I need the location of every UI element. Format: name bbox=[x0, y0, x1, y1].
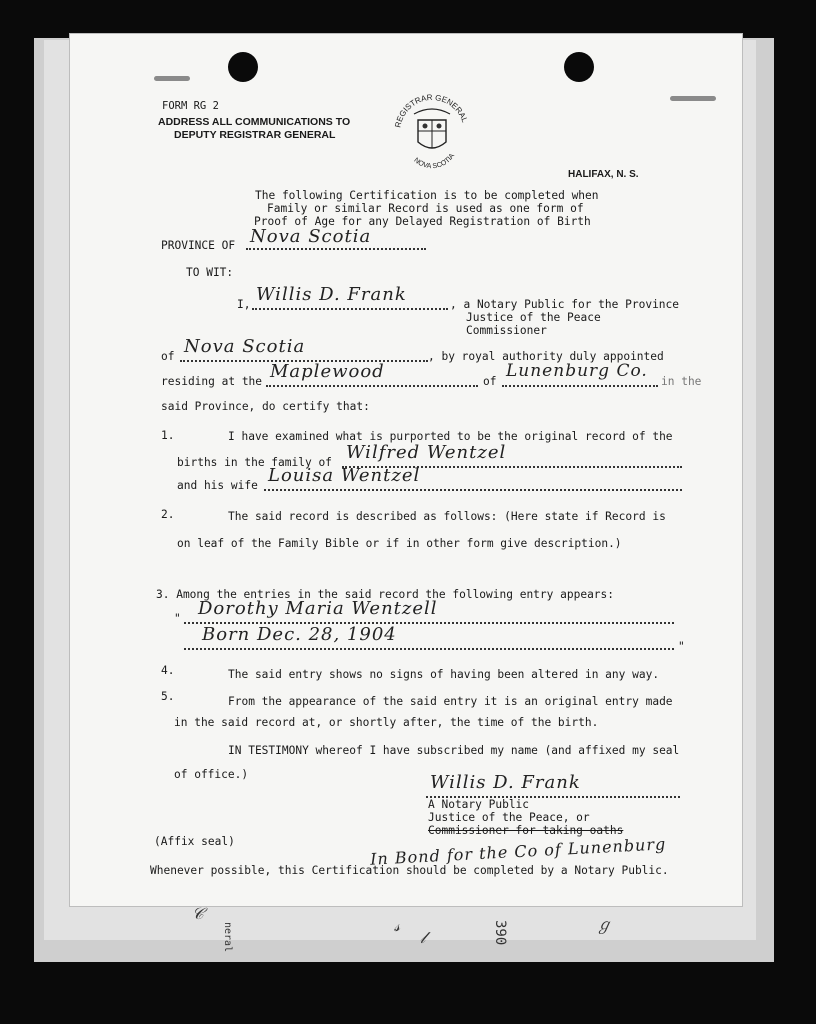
of2-label: of bbox=[483, 375, 497, 388]
signature-role-3: Commissioner for taking oaths bbox=[428, 824, 624, 837]
certifier-role-1: , a Notary Public for the Province bbox=[450, 298, 680, 311]
certifier-name: Willis D. Frank bbox=[256, 284, 407, 305]
authority-text: , by royal authority duly appointed bbox=[428, 350, 664, 363]
to-wit-label: TO WIT: bbox=[186, 266, 234, 279]
item-5-text-a: From the appearance of the said entry it is an original entry made bbox=[228, 695, 673, 708]
of-label: of bbox=[161, 350, 175, 363]
entry-line-2-underline bbox=[184, 648, 674, 650]
footer-note: Whenever possible, this Certification should be completed by a Notary Public. bbox=[150, 864, 669, 877]
entry-line-2: Born Dec. 28, 1904 bbox=[202, 624, 397, 645]
item-4-text: The said entry shows no signs of having been altered in any way. bbox=[228, 668, 660, 681]
wife-name: Louisa Wentzel bbox=[268, 465, 421, 486]
staple-mark-left bbox=[154, 76, 190, 81]
province-value: Nova Scotia bbox=[250, 226, 372, 247]
item-2-number: 2. bbox=[161, 508, 175, 521]
back-handwriting-mark-4: ℊ bbox=[596, 915, 613, 934]
form-number: FORM RG 2 bbox=[162, 100, 219, 112]
province-underline bbox=[246, 248, 426, 250]
back-handwriting-mark-3: 𝓁 bbox=[420, 928, 426, 947]
residing-underline bbox=[266, 385, 478, 387]
back-handwriting-mark-2: 𝓈 bbox=[394, 916, 400, 935]
registrar-seal-icon bbox=[392, 90, 472, 174]
residing-value: Maplewood bbox=[270, 361, 385, 382]
entry-line-1: Dorothy Maria Wentzell bbox=[198, 598, 438, 619]
svg-text:NOVA SCOTIA bbox=[412, 152, 456, 170]
seal-text-top: REGISTRAR GENERAL bbox=[393, 92, 470, 129]
intro-line-3: Proof of Age for any Delayed Registration of Birth bbox=[254, 215, 591, 228]
item-5-text-b: in the said record at, or shortly after, the time of the birth. bbox=[174, 716, 599, 729]
residing-label: residing at the bbox=[161, 375, 263, 388]
back-number: 390 bbox=[492, 920, 508, 946]
item-1-text-a: I have examined what is purported to be the original record of the bbox=[228, 430, 673, 443]
back-text-neral: neral bbox=[222, 922, 233, 953]
item-2-text-a: The said record is described as follows: (Here state if Record is bbox=[228, 510, 666, 523]
certifier-role-3: Commissioner bbox=[466, 324, 547, 337]
family-name: Wilfred Wentzel bbox=[346, 442, 507, 463]
entry-quote-close: " bbox=[678, 640, 685, 653]
certifier-name-underline bbox=[252, 308, 448, 310]
signature-role-2: Justice of the Peace, or bbox=[428, 811, 590, 824]
seal-text-bottom: NOVA SCOTIA bbox=[412, 152, 457, 171]
address-line-2: DEPUTY REGISTRAR GENERAL bbox=[174, 129, 336, 141]
signature-role-1: A Notary Public bbox=[428, 798, 530, 811]
testimony-text-b: of office.) bbox=[174, 768, 249, 781]
item-1-text-c: and his wife bbox=[177, 479, 258, 492]
item-1-number: 1. bbox=[161, 429, 175, 442]
staple-mark-right bbox=[670, 96, 716, 101]
back-handwriting-mark-1: 𝒞 bbox=[192, 904, 204, 923]
in-the-text: in the bbox=[661, 375, 702, 388]
svg-text:REGISTRAR GENERAL bbox=[393, 93, 469, 129]
entry-quote-open: " bbox=[174, 612, 181, 625]
affix-seal-label: (Affix seal) bbox=[154, 835, 235, 848]
of2-underline bbox=[502, 385, 658, 387]
of2-value: Lunenburg Co. bbox=[506, 361, 648, 381]
signature: Willis D. Frank bbox=[430, 772, 581, 793]
city-label: HALIFAX, N. S. bbox=[568, 169, 639, 180]
signature-handwritten-note: In Bond for the Co of Lunenburg bbox=[369, 834, 667, 869]
item-1-text-b: births in the family of bbox=[177, 456, 332, 469]
certify-text: said Province, do certify that: bbox=[161, 400, 370, 413]
province-label: PROVINCE OF bbox=[161, 239, 236, 252]
certifier-prefix: I, bbox=[237, 298, 251, 311]
item-2-text-b: on leaf of the Family Bible or if in other form give description.) bbox=[177, 537, 622, 550]
certifier-role-2: Justice of the Peace bbox=[466, 311, 601, 324]
of-value: Nova Scotia bbox=[184, 336, 306, 357]
item-4-number: 4. bbox=[161, 664, 175, 677]
certificate-page bbox=[70, 34, 742, 906]
punch-hole-right bbox=[564, 52, 594, 82]
punch-hole-left bbox=[228, 52, 258, 82]
item-3-text: 3. Among the entries in the said record the following entry appears: bbox=[156, 588, 615, 601]
intro-line-1: The following Certification is to be completed when bbox=[255, 189, 599, 202]
intro-line-2: Family or similar Record is used as one form of bbox=[267, 202, 584, 215]
item-5-number: 5. bbox=[161, 690, 175, 703]
testimony-text-a: IN TESTIMONY whereof I have subscribed my name (and affixed my seal bbox=[228, 744, 680, 757]
address-line-1: ADDRESS ALL COMMUNICATIONS TO bbox=[158, 116, 351, 128]
wife-underline bbox=[264, 489, 682, 491]
